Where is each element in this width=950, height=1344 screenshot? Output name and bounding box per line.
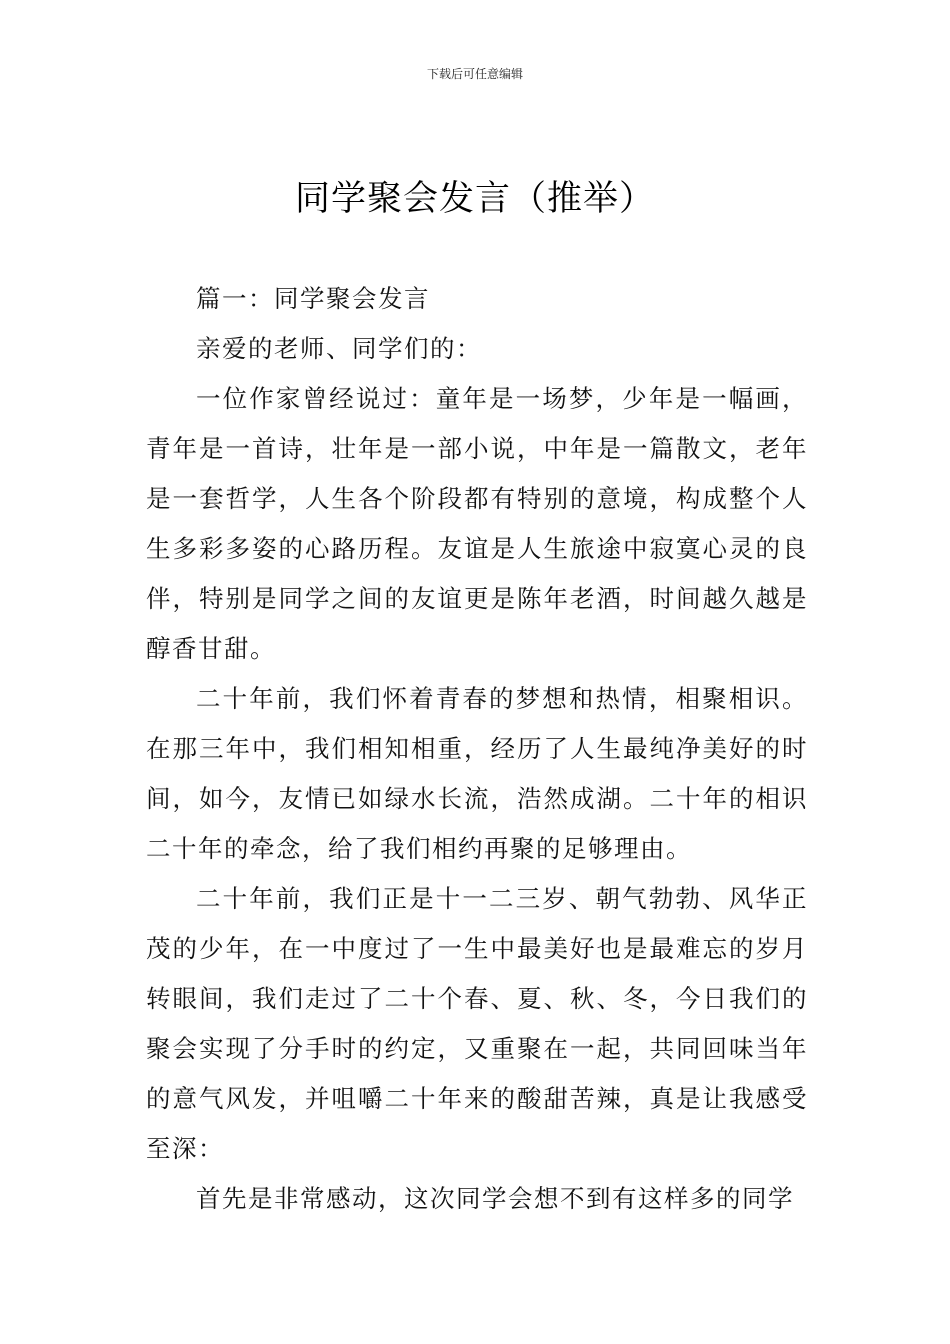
body-paragraph: 二十年前，我们正是十一二三岁、朝气勃勃、风华正茂的少年，在一中度过了一生中最美好也是最难忘的岁月转眼间，我们走过了二十个春、夏、秋、冬，今日我们的聚会实现了分手时的约定，又重聚在一起，共同回味当年的意气风发，并咀嚼二十年来的酸甜苦辣，真是让我感受至深： — [146, 884, 808, 1163]
body-paragraph: 一位作家曾经说过：童年是一场梦，少年是一幅画，青年是一首诗，壮年是一部小说，中年是一篇散文，老年是一套哲学，人生各个阶段都有特别的意境，构成整个人生多彩多姿的心路历程。友谊是人生旅途中寂寞心灵的良伴，特别是同学之间的友谊更是陈年老酒，时间越久越是醇香甘甜。 — [146, 384, 808, 663]
document-title: 同学聚会发言（推举） — [294, 179, 655, 219]
salutation: 亲爱的老师、同学们的： — [196, 334, 482, 363]
body-paragraph: 二十年前，我们怀着青春的梦想和热情，相聚相识。在那三年中，我们相知相重，经历了人生最纯净美好的时间，如今，友情已如绿水长流，浩然成湖。二十年的相识二十年的牵念，给了我们相约再聚的足够理由。 — [146, 684, 808, 863]
body-paragraph: 首先是非常感动，这次同学会想不到有这样多的同学 — [196, 1184, 794, 1213]
section-heading: 篇一：同学聚会发言 — [196, 284, 430, 313]
document-body — [146, 274, 808, 1224]
header-note: 下载后可任意编辑 — [426, 67, 523, 81]
